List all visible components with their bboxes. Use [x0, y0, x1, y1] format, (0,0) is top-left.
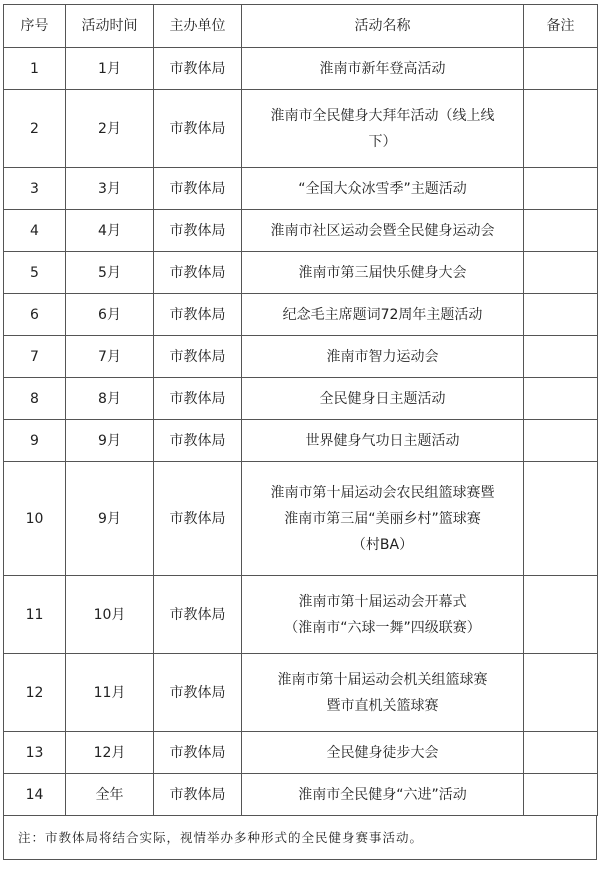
header-name: 活动名称: [242, 5, 524, 48]
row-activity-name: [242, 732, 524, 774]
row-time: 2月: [66, 90, 154, 168]
table-row: [4, 654, 598, 732]
activity-name-line: 全民健身日主题活动: [319, 390, 446, 407]
row-seq: 8: [4, 378, 66, 420]
row-activity-name: [242, 210, 524, 252]
row-activity-name: [242, 294, 524, 336]
row-seq: 14: [4, 774, 66, 816]
table-row: [4, 420, 598, 462]
activity-name-line: 淮南市新年登高活动: [319, 60, 446, 77]
row-time: 9月: [66, 462, 154, 576]
row-remark: [524, 90, 598, 168]
row-activity-name: [242, 462, 524, 576]
row-time: 全年: [66, 774, 154, 816]
row-time: 4月: [66, 210, 154, 252]
row-activity-name: [242, 420, 524, 462]
row-org: 市教体局: [154, 336, 242, 378]
row-time: 12月: [66, 732, 154, 774]
header-time: 活动时间: [66, 5, 154, 48]
table-row: [4, 90, 598, 168]
activity-name-line: （淮南市“六球一舞”四级联赛）: [284, 619, 481, 636]
header-org: 主办单位: [154, 5, 242, 48]
row-org: 市教体局: [154, 168, 242, 210]
row-remark: [524, 294, 598, 336]
row-remark: [524, 576, 598, 654]
activity-table: [3, 4, 598, 816]
activity-name-line: 全民健身徒步大会: [326, 744, 439, 761]
table-row: [4, 462, 598, 576]
row-time: 3月: [66, 168, 154, 210]
row-org: 市教体局: [154, 252, 242, 294]
row-seq: 4: [4, 210, 66, 252]
row-org: 市教体局: [154, 90, 242, 168]
row-time: 11月: [66, 654, 154, 732]
activity-name-line: 淮南市全民健身“六进”活动: [298, 786, 467, 803]
row-remark: [524, 462, 598, 576]
row-org: 市教体局: [154, 420, 242, 462]
footnote: 注：市教体局将结合实际，视情举办多种形式的全民健身赛事活动。: [3, 816, 597, 860]
row-activity-name: [242, 90, 524, 168]
row-org: 市教体局: [154, 462, 242, 576]
activity-name-line: “全国大众冰雪季”主题活动: [298, 180, 467, 197]
row-org: 市教体局: [154, 294, 242, 336]
row-remark: [524, 336, 598, 378]
activity-name-line: 淮南市社区运动会暨全民健身运动会: [270, 222, 495, 239]
table-row: [4, 168, 598, 210]
header-seq: 序号: [4, 5, 66, 48]
row-remark: [524, 654, 598, 732]
activity-name-line: 世界健身气功日主题活动: [305, 432, 460, 449]
row-activity-name: [242, 48, 524, 90]
activity-name-line: （村BA）: [351, 536, 414, 553]
table-row: [4, 732, 598, 774]
row-remark: [524, 168, 598, 210]
activity-name-line: 淮南市智力运动会: [326, 348, 439, 365]
row-org: 市教体局: [154, 774, 242, 816]
row-org: 市教体局: [154, 48, 242, 90]
row-time: 9月: [66, 420, 154, 462]
row-seq: 11: [4, 576, 66, 654]
row-activity-name: [242, 378, 524, 420]
activity-name-line: 淮南市第十届运动会机关组篮球赛: [277, 671, 488, 688]
row-activity-name: [242, 336, 524, 378]
row-remark: [524, 774, 598, 816]
row-time: 5月: [66, 252, 154, 294]
row-org: 市教体局: [154, 732, 242, 774]
row-remark: [524, 732, 598, 774]
activity-name-line: 淮南市全民健身大拜年活动（线上线: [270, 107, 495, 124]
row-activity-name: [242, 576, 524, 654]
row-activity-name: [242, 252, 524, 294]
row-activity-name: [242, 774, 524, 816]
activity-name-line: 淮南市第三届快乐健身大会: [298, 264, 467, 281]
table-row: [4, 48, 598, 90]
activity-name-line: 淮南市第三届“美丽乡村”篮球赛: [284, 510, 481, 527]
activity-name-line: 下）: [368, 133, 397, 150]
row-activity-name: [242, 654, 524, 732]
row-seq: 13: [4, 732, 66, 774]
activity-name-line: 淮南市第十届运动会开幕式: [298, 593, 467, 610]
table-row: [4, 210, 598, 252]
table-row: [4, 576, 598, 654]
row-time: 1月: [66, 48, 154, 90]
header-remark: 备注: [524, 5, 598, 48]
activity-name-line: 暨市直机关篮球赛: [326, 697, 439, 714]
row-seq: 6: [4, 294, 66, 336]
table-row: [4, 774, 598, 816]
row-remark: [524, 420, 598, 462]
row-org: 市教体局: [154, 210, 242, 252]
row-remark: [524, 252, 598, 294]
row-activity-name: [242, 168, 524, 210]
row-seq: 5: [4, 252, 66, 294]
row-seq: 10: [4, 462, 66, 576]
activity-name-line: 淮南市第十届运动会农民组篮球赛暨: [270, 484, 495, 501]
activity-name-line: 纪念毛主席题词72周年主题活动: [282, 306, 483, 323]
row-org: 市教体局: [154, 654, 242, 732]
row-remark: [524, 48, 598, 90]
row-time: 6月: [66, 294, 154, 336]
row-time: 8月: [66, 378, 154, 420]
row-org: 市教体局: [154, 576, 242, 654]
table-row: [4, 252, 598, 294]
row-seq: 9: [4, 420, 66, 462]
row-seq: 1: [4, 48, 66, 90]
row-remark: [524, 378, 598, 420]
row-seq: 12: [4, 654, 66, 732]
table-row: [4, 294, 598, 336]
row-remark: [524, 210, 598, 252]
table-row: [4, 336, 598, 378]
row-time: 7月: [66, 336, 154, 378]
table-row: [4, 378, 598, 420]
row-org: 市教体局: [154, 378, 242, 420]
header-row: [4, 5, 598, 48]
row-seq: 7: [4, 336, 66, 378]
row-time: 10月: [66, 576, 154, 654]
row-seq: 3: [4, 168, 66, 210]
row-seq: 2: [4, 90, 66, 168]
activity-rows: [4, 48, 598, 816]
